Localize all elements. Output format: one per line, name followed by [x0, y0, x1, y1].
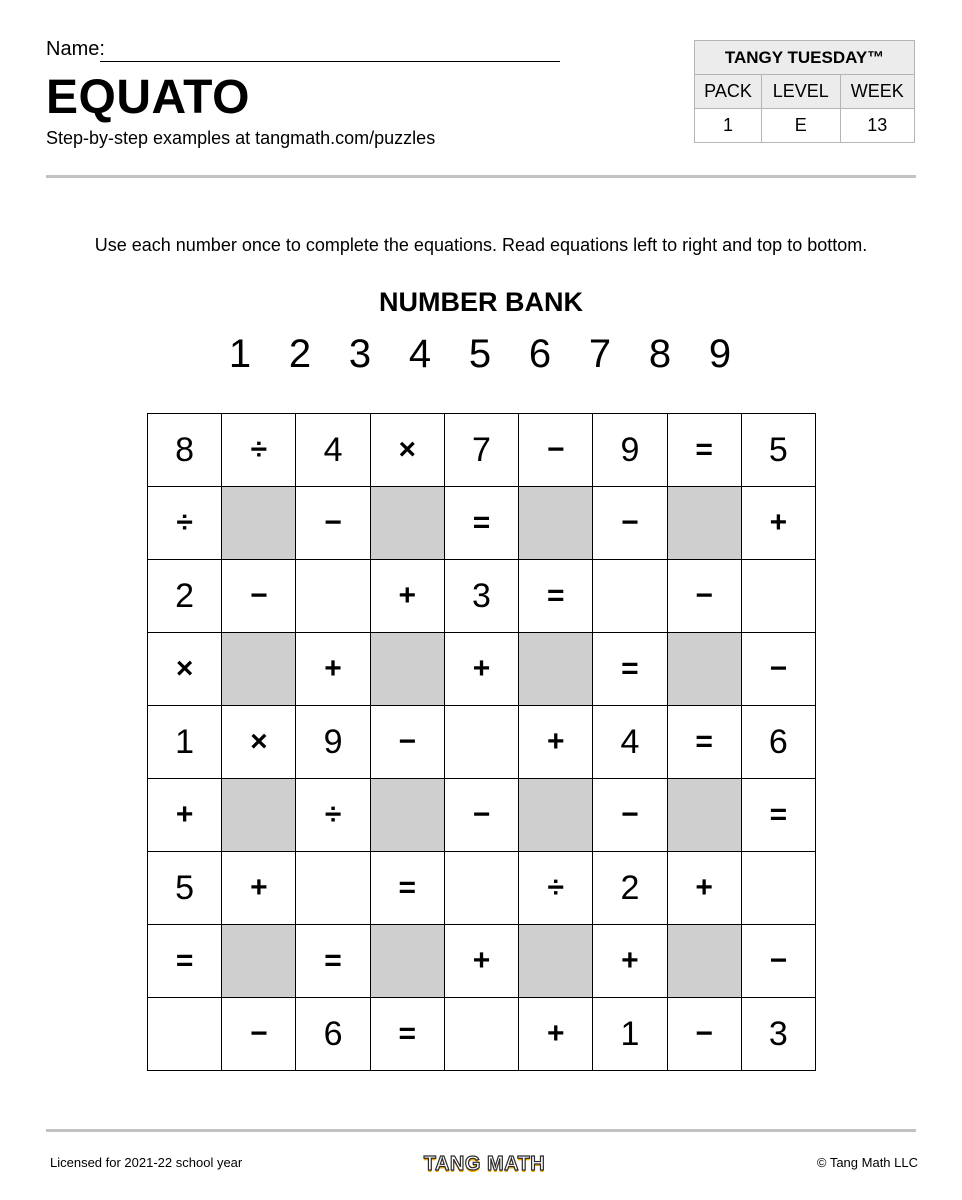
name-field-line[interactable]: [100, 61, 560, 62]
operator-cell: −: [742, 633, 816, 706]
operator-cell: −: [445, 779, 519, 852]
bank-number: 7: [588, 332, 612, 376]
number-cell: 4: [593, 706, 667, 779]
number-cell: 5: [742, 414, 816, 487]
blank-answer-cell[interactable]: [296, 560, 370, 633]
number-cell: 1: [148, 706, 222, 779]
operator-cell: =: [371, 998, 445, 1071]
shaded-cell: [519, 779, 593, 852]
operator-cell: −: [593, 779, 667, 852]
info-value-pack: 1: [695, 109, 762, 143]
operator-cell: ÷: [222, 414, 296, 487]
blank-answer-cell[interactable]: [593, 560, 667, 633]
operator-cell: =: [371, 852, 445, 925]
info-label-pack: PACK: [695, 75, 762, 109]
operator-cell: +: [296, 633, 370, 706]
bank-number: 6: [528, 332, 552, 376]
info-heading: TANGY TUESDAY™: [695, 41, 915, 75]
number-cell: 1: [593, 998, 667, 1071]
equato-grid: [147, 413, 816, 1071]
bank-number: 8: [648, 332, 672, 376]
operator-cell: =: [742, 779, 816, 852]
operator-cell: −: [742, 925, 816, 998]
name-label: Name:: [46, 38, 105, 60]
shaded-cell: [371, 925, 445, 998]
operator-cell: −: [222, 560, 296, 633]
info-value-level: E: [762, 109, 841, 143]
operator-cell: =: [445, 487, 519, 560]
operator-cell: +: [445, 633, 519, 706]
operator-cell: +: [445, 925, 519, 998]
operator-cell: −: [668, 560, 742, 633]
shaded-cell: [222, 633, 296, 706]
operator-cell: =: [668, 414, 742, 487]
operator-cell: +: [148, 779, 222, 852]
operator-cell: +: [593, 925, 667, 998]
number-cell: 8: [148, 414, 222, 487]
shaded-cell: [668, 633, 742, 706]
number-bank-title: NUMBER BANK: [379, 287, 583, 317]
number-cell: 4: [296, 414, 370, 487]
shaded-cell: [371, 779, 445, 852]
number-cell: 2: [593, 852, 667, 925]
operator-cell: =: [668, 706, 742, 779]
shaded-cell: [222, 779, 296, 852]
shaded-cell: [519, 487, 593, 560]
info-label-week: WEEK: [840, 75, 914, 109]
operator-cell: +: [519, 706, 593, 779]
operator-cell: =: [593, 633, 667, 706]
instructions: Use each number once to complete the equations. Read equations left to right and top to bottom.: [94, 235, 868, 255]
operator-cell: −: [519, 414, 593, 487]
number-cell: 3: [742, 998, 816, 1071]
bank-number: 5: [468, 332, 492, 376]
info-value-week: 13: [840, 109, 914, 143]
operator-cell: =: [148, 925, 222, 998]
tang-math-logo: TANG MATH: [423, 1152, 546, 1175]
license-text: Licensed for 2021-22 school year: [50, 1155, 243, 1170]
copyright-text: © Tang Math LLC: [816, 1155, 918, 1170]
operator-cell: +: [371, 560, 445, 633]
operator-cell: ÷: [296, 779, 370, 852]
number-cell: 5: [148, 852, 222, 925]
number-cell: 6: [742, 706, 816, 779]
operator-cell: ×: [148, 633, 222, 706]
operator-cell: −: [296, 487, 370, 560]
number-bank: [210, 332, 750, 377]
bank-number: 2: [288, 332, 312, 376]
blank-answer-cell[interactable]: [296, 852, 370, 925]
blank-answer-cell[interactable]: [445, 852, 519, 925]
operator-cell: ÷: [519, 852, 593, 925]
blank-answer-cell[interactable]: [445, 998, 519, 1071]
operator-cell: +: [222, 852, 296, 925]
number-cell: 9: [593, 414, 667, 487]
operator-cell: −: [593, 487, 667, 560]
footer-divider: [46, 1129, 916, 1132]
number-cell: 3: [445, 560, 519, 633]
bank-number: 3: [348, 332, 372, 376]
operator-cell: +: [668, 852, 742, 925]
number-cell: 7: [445, 414, 519, 487]
shaded-cell: [668, 487, 742, 560]
shaded-cell: [668, 925, 742, 998]
shaded-cell: [222, 487, 296, 560]
operator-cell: +: [519, 998, 593, 1071]
shaded-cell: [668, 779, 742, 852]
blank-answer-cell[interactable]: [445, 706, 519, 779]
subtitle: Step-by-step examples at tangmath.com/puzzles: [46, 128, 436, 148]
page-title: EQUATO: [46, 71, 250, 124]
number-cell: 2: [148, 560, 222, 633]
number-cell: 6: [296, 998, 370, 1071]
number-cell: 9: [296, 706, 370, 779]
operator-cell: =: [296, 925, 370, 998]
blank-answer-cell[interactable]: [148, 998, 222, 1071]
shaded-cell: [519, 633, 593, 706]
operator-cell: −: [222, 998, 296, 1071]
operator-cell: −: [668, 998, 742, 1071]
bank-number: 4: [408, 332, 432, 376]
operator-cell: ÷: [148, 487, 222, 560]
header-divider: [46, 175, 916, 178]
info-label-level: LEVEL: [762, 75, 841, 109]
bank-number: 9: [708, 332, 732, 376]
operator-cell: ×: [222, 706, 296, 779]
operator-cell: =: [519, 560, 593, 633]
bank-number: 1: [228, 332, 252, 376]
operator-cell: ×: [371, 414, 445, 487]
info-box: [694, 40, 915, 143]
operator-cell: −: [371, 706, 445, 779]
blank-answer-cell[interactable]: [742, 852, 816, 925]
shaded-cell: [371, 633, 445, 706]
operator-cell: +: [742, 487, 816, 560]
blank-answer-cell[interactable]: [742, 560, 816, 633]
shaded-cell: [371, 487, 445, 560]
shaded-cell: [222, 925, 296, 998]
shaded-cell: [519, 925, 593, 998]
